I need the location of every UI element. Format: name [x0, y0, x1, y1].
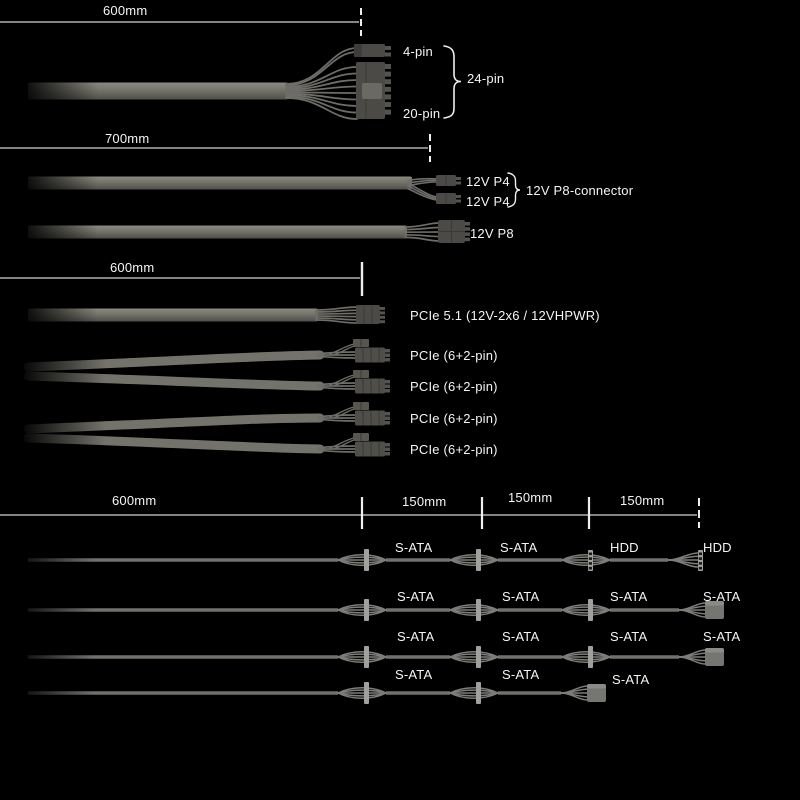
- sata-150mm-label: 150mm: [620, 493, 665, 508]
- left-edge-fades: [12, 80, 106, 698]
- connector-label: S-ATA: [612, 672, 650, 687]
- sata-150mm-label: 150mm: [402, 494, 447, 509]
- atx-20pin-label: 20-pin: [403, 106, 441, 121]
- connector-label: S-ATA: [395, 540, 433, 555]
- connector-label: S-ATA: [703, 629, 741, 644]
- cpu-p8-group-label: 12V P8-connector: [526, 183, 634, 198]
- cpu-p4-top-label: 12V P4: [466, 174, 510, 189]
- connector-label: S-ATA: [500, 540, 538, 555]
- connector-label: S-ATA: [703, 589, 741, 604]
- atx-4pin-label: 4-pin: [403, 44, 433, 59]
- cpu-p8-label: 12V P8: [470, 226, 514, 241]
- pcie-62pin-label: PCIe (6+2-pin): [410, 348, 498, 363]
- connector-label: S-ATA: [502, 667, 540, 682]
- connector-label: S-ATA: [502, 589, 540, 604]
- connector-label: HDD: [703, 540, 732, 555]
- connector-label: S-ATA: [502, 629, 540, 644]
- atx-24pin-label: 24-pin: [467, 71, 505, 86]
- cpu-length-label: 700mm: [105, 131, 150, 146]
- connector-label: S-ATA: [610, 629, 648, 644]
- sata-150mm-label: 150mm: [508, 490, 553, 505]
- pcie-62pin-label: PCIe (6+2-pin): [410, 442, 498, 457]
- sata-length-label: 600mm: [112, 493, 157, 508]
- pcie-62pin-label: PCIe (6+2-pin): [410, 411, 498, 426]
- connector-label: S-ATA: [397, 629, 435, 644]
- connector-label: S-ATA: [395, 667, 433, 682]
- pcie-gen5-label: PCIe 5.1 (12V-2x6 / 12VHPWR): [410, 308, 600, 323]
- connector-label: S-ATA: [397, 589, 435, 604]
- pcie-62pin-label: PCIe (6+2-pin): [410, 379, 498, 394]
- pcie-length-label: 600mm: [110, 260, 155, 275]
- cpu-p4-bottom-label: 12V P4: [466, 194, 510, 209]
- connector-label: HDD: [610, 540, 639, 555]
- atx-length-label: 600mm: [103, 3, 148, 18]
- connector-label: S-ATA: [610, 589, 648, 604]
